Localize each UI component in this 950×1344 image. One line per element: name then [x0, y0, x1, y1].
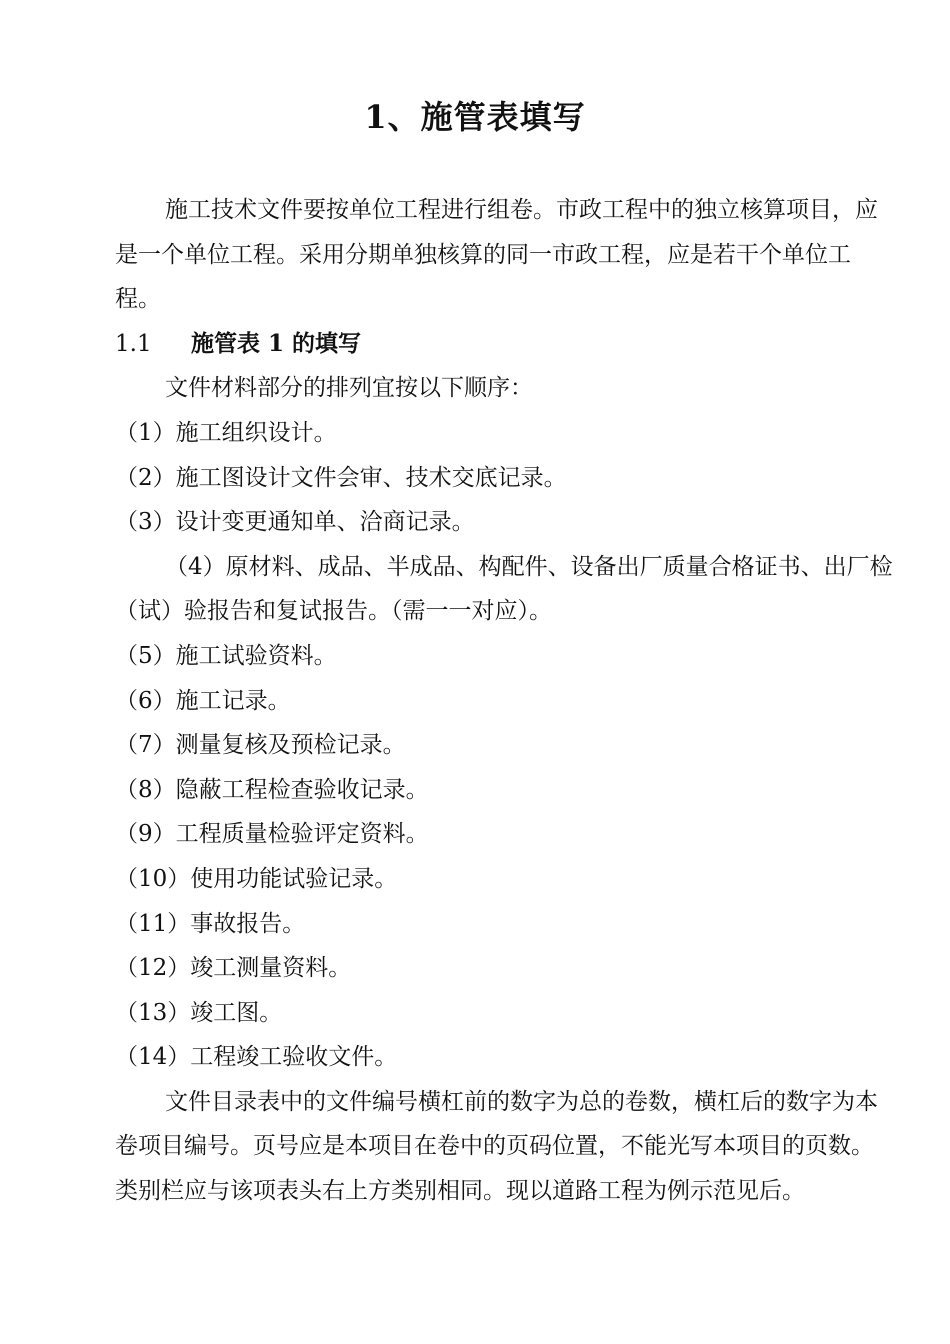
section-title: 施管表 1 的填写 [191, 329, 362, 357]
list-item: （6）施工记录。 [115, 687, 291, 714]
list-item: （14）工程竣工验收文件。 [115, 1044, 398, 1071]
list-item: （11）事故报告。 [115, 910, 306, 937]
list-item: （10）使用功能试验记录。 [115, 865, 398, 892]
list-item: （7）测量复核及预检记录。 [115, 732, 406, 759]
list-item: （9）工程质量检验评定资料。 [115, 821, 429, 848]
list-item: （12）竣工测量资料。 [115, 955, 352, 982]
section-number: 1.1 [115, 330, 152, 357]
list-item: （8）隐蔽工程检查验收记录。 [115, 776, 429, 803]
section-heading [115, 322, 895, 367]
document-body [115, 188, 895, 1214]
intro-paragraph: 施工技术文件要按单位工程进行组卷。市政工程中的独立核算项目，应是一个单位工程。采用分期单独核算的同一市政工程，应是若干个单位工程。 [115, 197, 878, 313]
list-item: （1）施工组织设计。 [115, 419, 337, 446]
list-item: （13）竣工图。 [115, 999, 283, 1026]
list-item: （3）设计变更通知单、洽商记录。 [115, 509, 475, 536]
closing-paragraph: 文件目录表中的文件编号横杠前的数字为总的卷数，横杠后的数字为本卷项目编号。页号应是本项目在卷中的页码位置，不能光写本项目的页数。类别栏应与该项表头右上方类别相同。现以道路工程为例示范见后。 [115, 1088, 878, 1205]
list-item: （5）施工试验资料。 [115, 642, 337, 669]
order-intro: 文件材料部分的排列宜按以下顺序： [165, 375, 533, 402]
list-item: （2）施工图设计文件会审、技术交底记录。 [115, 464, 567, 491]
list-item: （4）原材料、成品、半成品、构配件、设备出厂质量合格证书、出厂检（试）验报告和复试报告。（需一一对应）。 [115, 553, 893, 625]
page-title: 1、施管表填写 [364, 98, 586, 136]
